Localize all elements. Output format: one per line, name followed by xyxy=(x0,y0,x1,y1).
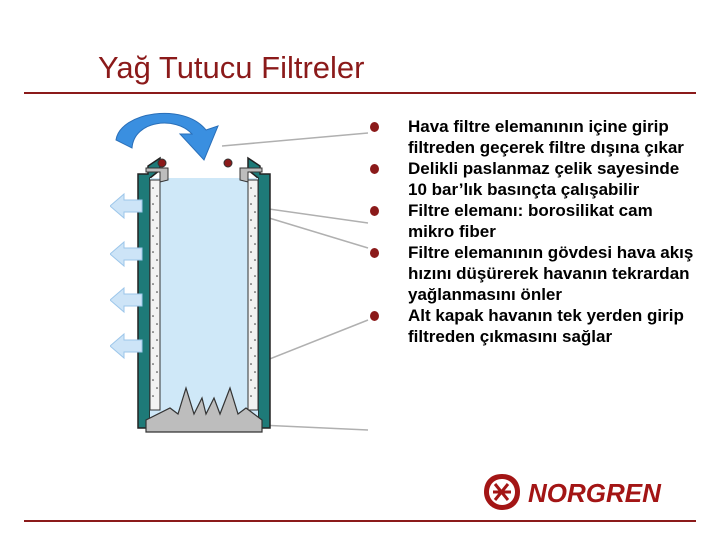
leader-line-1 xyxy=(222,133,368,146)
bullet-item-3 xyxy=(370,200,700,242)
bullet-text: Alt kapak havanın tek yerden girip filtreden çıkmasını sağlar xyxy=(408,306,684,346)
bullet-dot-icon xyxy=(370,164,379,174)
bullet-dot-icon xyxy=(370,248,379,258)
bullet-text: Delikli paslanmaz çelik sayesinde 10 bar’lık basınçta çalışabilir xyxy=(408,159,680,199)
bullet-item-4 xyxy=(370,242,700,305)
o-ring-left xyxy=(158,159,166,167)
outlet-arrow-icon-4 xyxy=(110,334,142,358)
bullet-text: Hava filtre elemanının içine girip filtreden geçerek filtre dışına çıkar xyxy=(408,117,684,157)
bullet-text: Filtre elemanının gövdesi hava akış hızını düşürerek havanın tekrardan yağlanmasını önler xyxy=(408,243,694,304)
filter-interior xyxy=(150,178,258,420)
filter-element-left-wall xyxy=(150,180,160,410)
bullet-dot-icon xyxy=(370,206,379,216)
inlet-air-arrow-icon xyxy=(116,113,218,160)
bullet-dot-icon xyxy=(370,311,379,321)
filter-element-right-wall xyxy=(248,180,258,410)
o-ring-right xyxy=(224,159,232,167)
bullet-dot-icon xyxy=(370,122,379,132)
filter-cross-section-diagram xyxy=(110,108,370,448)
norgren-emblem-icon xyxy=(484,474,520,510)
bullet-item-5 xyxy=(370,305,700,347)
footer-divider xyxy=(24,520,696,522)
bullet-list xyxy=(370,116,700,347)
outlet-arrow-icon-3 xyxy=(110,288,142,312)
norgren-logo xyxy=(484,472,698,512)
title-divider xyxy=(24,92,696,94)
outlet-air-arrows xyxy=(110,194,142,358)
outlet-arrow-icon-2 xyxy=(110,242,142,266)
norgren-wordmark: NORGREN xyxy=(528,478,661,508)
bullet-item-2 xyxy=(370,158,700,200)
bullet-item-1 xyxy=(370,116,700,158)
page-title: Yağ Tutucu Filtreler xyxy=(98,50,365,85)
outlet-arrow-icon-1 xyxy=(110,194,142,218)
bullet-text: Filtre elemanı: borosilikat cam mikro fiber xyxy=(408,201,653,241)
